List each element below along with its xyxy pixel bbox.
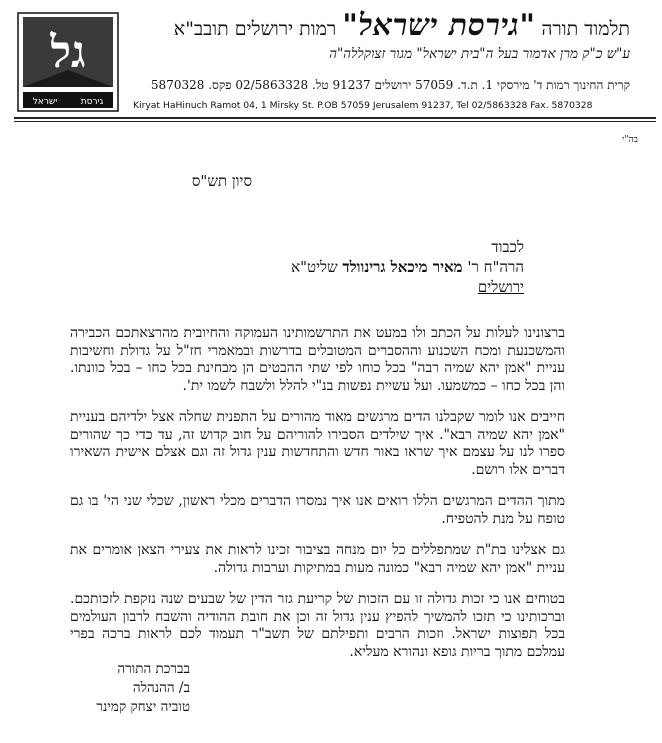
logo-mark: גל bbox=[50, 27, 86, 78]
letterhead-subtitle: ע"ש כ"ק מרן אדמור בעל ה"בית ישראל" מגור זצוקללה"ה bbox=[329, 46, 630, 62]
letter-body bbox=[70, 325, 565, 675]
body-paragraph: ברצונינו לעלות על הכתב ולו במעט את התרשמותינו העמוקה והחיובית מהרצאתכם הכבירה והמשכנעת ומכח השכנוע וההסברים המטובלים בדרשות ובמאמרי חז"ל על גדולת וחשיבות עניית "אמן יהא שמיה רבה" בכל כוחו לפי שתי ההבטים הן מבחינת בכל כחו – בכל כוונתו. והן בכל כחו – כמשמעו. ועל עשיית נפשות בנ"י להלל ולשבח לשמו ית'. bbox=[70, 325, 565, 394]
logo-label-right: גירסת bbox=[80, 97, 104, 107]
closing-blessing: בברכת התורה bbox=[117, 661, 190, 677]
addressee-name: מאיר מיכאל גרינוולד bbox=[342, 258, 463, 276]
title-suffix: רמות ירושלים תובב"א bbox=[173, 18, 337, 40]
title-main: "גירסת ישראל" bbox=[342, 8, 536, 43]
closing-signature-name: טוביה יצחק קמינר bbox=[96, 699, 190, 715]
closing-block bbox=[70, 660, 190, 717]
addressee-city: ירושלים bbox=[477, 278, 524, 296]
body-paragraph: בטוחים אנו כי זכות גדולה זו עם הזכות של קריעת גזר הדין של שבעים שנה נזקפת לזכותכם. וברכותינו כי תזכו להמשיך להפיץ ענין גדול זה וכן את חובת ההודיה והשבח לרבון העולמים בכל תפוצות ישראל. וזכות הרבים ותפילתם של תשב"ר תעמוד לכם לראות ברכה בפרי עמלכם מתוך בריות גופא ונהורא מעליא. bbox=[70, 591, 565, 660]
body-paragraph: גם אצלינו בת"ת שמתפללים כל יום מנחה בציבור זכינו לראות את צעירי הצאן אומרים את עניית "אמן יהא שמיה רבא" כמונה מעות במתיקות וערבות גדולה. bbox=[70, 542, 565, 576]
addressee-name-line bbox=[291, 257, 524, 277]
letter-date: סיון תש"ס bbox=[191, 172, 252, 190]
bsd-mark: בה"י bbox=[621, 135, 638, 145]
letterhead-title bbox=[174, 8, 630, 43]
logo-label-left: ישראל bbox=[32, 97, 58, 107]
addressee-block bbox=[291, 237, 524, 297]
school-logo bbox=[17, 12, 119, 112]
letterhead-divider-thin bbox=[14, 121, 656, 122]
letterhead-address-english: Kiryat HaHinuch Ramot 04, 1 Mirsky St. P.OB 57059 Jerusalem 91237, Tel 02/5863328 Fax. 5870328 bbox=[133, 100, 593, 111]
closing-management: ב/ ההנהלה bbox=[132, 680, 190, 696]
letterhead-address-hebrew: קרית החינוך רמות ד' מירסקי 1. ת.ד. 57059 ירושלים 91237 טל. 02/5863328 פקס. 5870328 bbox=[150, 78, 630, 92]
addressee-salutation: לכבוד bbox=[491, 238, 524, 256]
body-paragraph: חייבים אנו לומר שקבלנו הדים מרגשים מאוד מהורים על התפנית שחלה אצל ילדיהם בעניית "אמן יהא שמיה רבא". איך שילדים הסבירו להוריהם על חוב קדוש זה, עד כדי כך שהורים ספרו לנו על עצמם איך שראו באור חדש והתחדשות ענין גדול זה וגם אצלם אישית השאירו דברים אלו רושם. bbox=[70, 409, 565, 478]
letterhead-divider bbox=[14, 117, 656, 119]
title-prefix: תלמוד תורה bbox=[541, 18, 630, 40]
addressee-suffix: שליט"א bbox=[291, 258, 338, 276]
addressee-prefix: הרה"ח ר' bbox=[467, 258, 524, 276]
body-paragraph: מתוך ההדים המרגשים הללו רואים אנו איך נמסרו הדברים מכלי ראשון, שכלי שני הי' בו גם טופח על מנת להטפיח. bbox=[70, 493, 565, 527]
